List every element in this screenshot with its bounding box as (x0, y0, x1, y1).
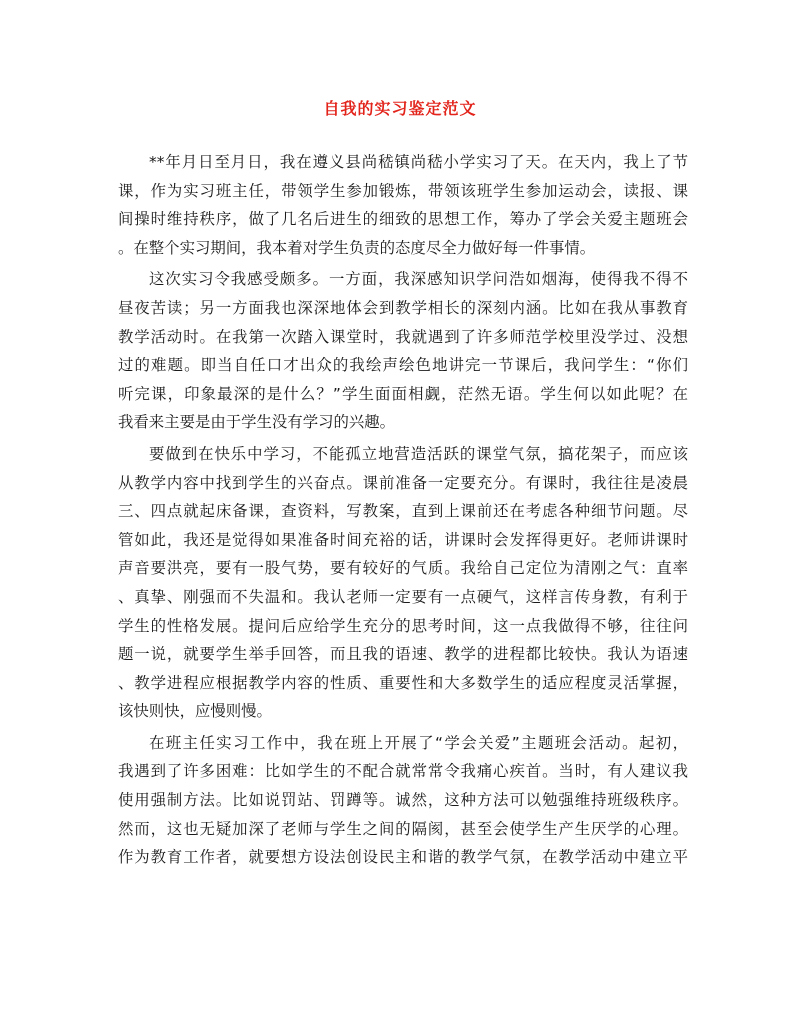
paragraph-3 (118, 440, 688, 726)
text-line: 要做到在快乐中学习，不能孤立地营造活跃的课堂气氛，搞花架子，而应该 (149, 444, 688, 463)
text-line: 题一说，就要学生举手回答，而且我的语速、教学的进程都比较快。我认为语速 (118, 645, 688, 664)
text-line: 听完课，印象最深的是什么？”学生面面相觑，茫然无语。学生何以如此呢？在 (118, 384, 688, 403)
paragraph-1 (118, 148, 688, 262)
text-line: 从教学内容中找到学生的兴奋点。课前准备一定要充分。有课时，我往往是凌晨 (118, 473, 688, 492)
text-line: 、教学进程应根据教学内容的性质、重要性和大多数学生的适应程度灵活掌握， (118, 673, 688, 692)
text-line: 学生的性格发展。提问后应给学生充分的思考时间，这一点我做得不够，往往问 (118, 616, 688, 635)
text-line: 间操时维持秩序，做了几名后进生的细致的思想工作，筹办了学会关爱主题班会 (118, 210, 688, 229)
document-title: 自我的实习鉴定范文 (323, 99, 477, 118)
text-line: 声音要洪亮，要有一股气势，要有较好的气质。我给自己定位为清刚之气：直率 (118, 559, 688, 578)
text-line: 然而，这也无疑加深了老师与学生之间的隔阂，甚至会使学生产生厌学的心理。 (118, 819, 688, 838)
text-line: 过的难题。即当自任口才出众的我绘声绘色地讲完一节课后，我问学生：“你们 (118, 356, 688, 375)
text-line: 管如此，我还是觉得如果准备时间充裕的话，讲课时会发挥得更好。老师讲课时 (118, 530, 688, 549)
text-line: 使用强制方法。比如说罚站、罚蹲等。诚然，这种方法可以勉强维持班级秩序。 (118, 791, 688, 810)
text-line: 我遇到了许多困难：比如学生的不配合就常常令我痛心疾首。当时，有人建议我 (118, 762, 688, 781)
text-line: **年月日至月日，我在遵义县尚嵇镇尚嵇小学实习了天。在天内，我上了节 (149, 153, 688, 171)
text-line: 该快则快，应慢则慢。 (118, 702, 272, 721)
text-line: 教学活动时。在我第一次踏入课堂时，我就遇到了许多师范学校里没学过、没想 (118, 327, 688, 346)
document-body (118, 148, 688, 875)
paragraph-4 (118, 729, 688, 872)
text-line: 在班主任实习工作中，我在班上开展了“学会关爱”主题班会活动。起初， (149, 733, 688, 752)
text-line: 我看来主要是由于学生没有学习的兴趣。 (118, 413, 396, 432)
text-line: 、真挚、刚强而不失温和。我认老师一定要有一点硬气，这样言传身教，有利于 (118, 587, 688, 606)
text-line: 三、四点就起床备课，查资料，写教案，直到上课前还在考虑各种细节问题。尽 (118, 502, 688, 521)
text-line: 课，作为实习班主任，带领学生参加锻炼，带领该班学生参加运动会，读报、课 (118, 181, 688, 200)
paragraph-2 (118, 265, 688, 437)
text-line: 昼夜苦读；另一方面我也深深地体会到教学相长的深刻内涵。比如在我从事教育 (118, 298, 688, 317)
text-line: 。在整个实习期间，我本着对学生负责的态度尽全力做好每一件事情。 (118, 238, 596, 257)
text-line: 作为教育工作者，就要想方设法创设民主和谐的教学气氛，在教学活动中建立平 (118, 848, 688, 867)
text-line: 这次实习令我感受颇多。一方面，我深感知识学问浩如烟海，使得我不得不 (149, 270, 688, 289)
